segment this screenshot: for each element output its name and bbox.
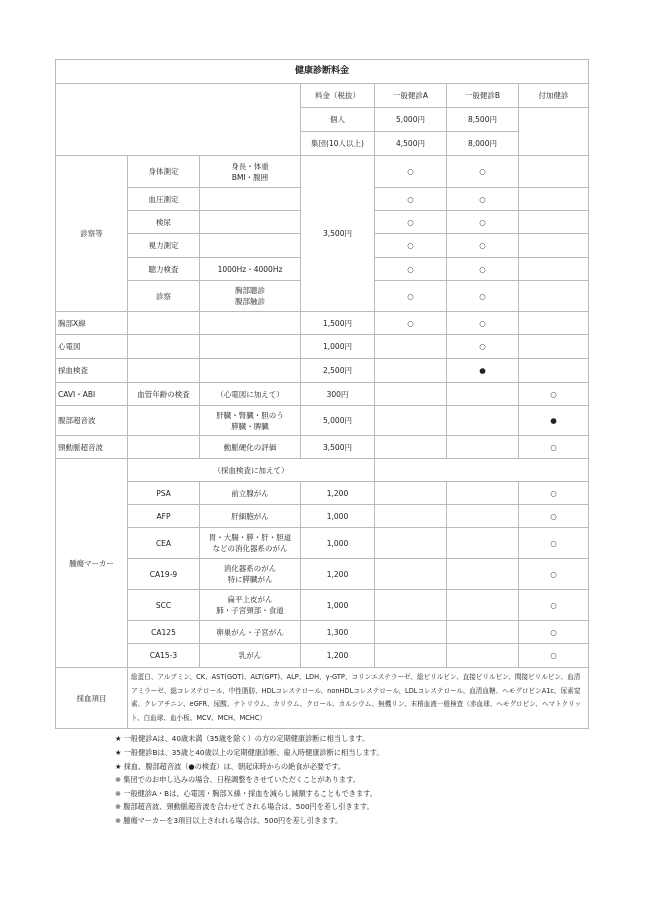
exam-mark-addon (519, 188, 589, 211)
exam-mark-a: ○ (375, 188, 447, 211)
exam-item-detail: 身長・体重 BMI・腹囲 (200, 156, 301, 188)
tumor-mark-a (375, 482, 447, 505)
test-detail (200, 359, 301, 383)
tumor-name: CEA (128, 528, 200, 559)
header-blank (56, 84, 301, 156)
test-mark-addon: ● (519, 406, 589, 436)
tumor-row (56, 590, 589, 621)
exam-mark-a: ○ (375, 234, 447, 258)
test-mark-b (447, 436, 519, 459)
tumor-mark-b (447, 590, 519, 621)
note-line: ※ 腹部超音波、頸動脈超音波を合わせてされる場合は、500円を差し引きます。 (115, 802, 374, 812)
tumor-price: 1,000 (301, 528, 375, 559)
exam-mark-addon (519, 156, 589, 188)
exam-mark-a: ○ (375, 258, 447, 281)
exam-item-detail: 胸部聴診 腹部触診 (200, 281, 301, 312)
tumor-name: AFP (128, 505, 200, 528)
tumor-mark-a (375, 644, 447, 668)
test-name: CAVI・ABI (56, 383, 128, 406)
exam-item-detail (200, 188, 301, 211)
test-mark-b: ● (447, 359, 519, 383)
exam-mark-addon (519, 258, 589, 281)
test-row (56, 436, 589, 459)
header-plan-a: 一般健診A (375, 84, 447, 108)
tumor-mark-addon: ○ (519, 590, 589, 621)
tumor-mark-addon: ○ (519, 559, 589, 590)
exam-mark-a: ○ (375, 156, 447, 188)
blood-label: 採血項目 (56, 668, 128, 729)
test-detail: 肝臓・腎臓・胆のう 膵臓・脾臓 (200, 406, 301, 436)
pricing-group-a: 4,500円 (375, 132, 447, 156)
pricing-individual-b: 8,500円 (447, 108, 519, 132)
exam-item-name: 血圧測定 (128, 188, 200, 211)
tumor-row (56, 621, 589, 644)
table-title: 健康診断料金 (56, 60, 589, 84)
exam-item-detail: 1000Hz・4000Hz (200, 258, 301, 281)
note-line: ★ 一般健診Bは、35歳と40歳以上の定期健康診断、雇入時健康診断に相当します。 (115, 747, 384, 757)
test-mark-a (375, 436, 447, 459)
test-sub (128, 406, 200, 436)
tumor-mark-b (447, 528, 519, 559)
tumor-mark-addon: ○ (519, 482, 589, 505)
tumor-name: CA15-3 (128, 644, 200, 668)
exam-mark-a: ○ (375, 281, 447, 312)
exam-mark-b: ○ (447, 234, 519, 258)
tumor-mark-addon: ○ (519, 621, 589, 644)
test-detail: （心電図に加えて） (200, 383, 301, 406)
test-name: 頸動脈超音波 (56, 436, 128, 459)
test-row (56, 359, 589, 383)
notes (55, 732, 588, 827)
test-price: 3,500円 (301, 436, 375, 459)
tumor-mark-b (447, 482, 519, 505)
tumor-mark-addon: ○ (519, 528, 589, 559)
pricing-group-b: 8,000円 (447, 132, 519, 156)
note-line: ※ 一般健診A・Bは、心電図・胸部Ｘ線・採血を減らし減額することもできます。 (115, 788, 377, 798)
tumor-detail: 乳がん (200, 644, 301, 668)
test-price: 2,500円 (301, 359, 375, 383)
test-row (56, 312, 589, 335)
test-name: 胸部X線 (56, 312, 128, 335)
test-mark-b (447, 383, 519, 406)
tumor-price: 1,000 (301, 505, 375, 528)
test-mark-addon (519, 335, 589, 359)
tumor-mark-a (375, 528, 447, 559)
pricing-group-label: 集団(10人以上) (301, 132, 375, 156)
tumor-mark-addon: ○ (519, 644, 589, 668)
test-mark-b: ○ (447, 335, 519, 359)
test-sub (128, 335, 200, 359)
pricing-individual-a: 5,000円 (375, 108, 447, 132)
tumor-name: CA19-9 (128, 559, 200, 590)
test-mark-b: ○ (447, 312, 519, 335)
test-name: 腹部超音波 (56, 406, 128, 436)
exam-item-name: 視力測定 (128, 234, 200, 258)
tumor-note-row (56, 459, 589, 482)
test-mark-addon: ○ (519, 383, 589, 406)
test-name: 心電図 (56, 335, 128, 359)
tumor-mark-a (375, 590, 447, 621)
tumor-mark-a (375, 621, 447, 644)
tumor-row (56, 528, 589, 559)
tumor-mark-b (447, 644, 519, 668)
test-detail: 動脈硬化の評価 (200, 436, 301, 459)
test-mark-a (375, 406, 447, 436)
test-mark-addon (519, 359, 589, 383)
tumor-price: 1,200 (301, 644, 375, 668)
test-sub: 血管年齢の検査 (128, 383, 200, 406)
tumor-price: 1,200 (301, 559, 375, 590)
fee-table (55, 59, 589, 729)
blood-items: 総蛋白、アルブミン、CK、AST(GOT)、ALT(GPT)、ALP、LDH、γ-GTP、コリンエステラーゼ、総ビリルビン、直接ビリルビン、間接ビリルビン、血清アミラーゼ、総コレステロール、中性脂肪、HDLコレステロール、nonHDLコレステロール、LDLコレステロール、血清血糖、ヘモグロビンA1c、尿素窒素、クレアチニン、eGFR、尿酸、ナトリウム、カリウム、クロール、カルシウム、無機リン、末梢血液一般検査（赤血球、ヘモグロビン、ヘマトクリット、白血球、血小板、MCV、MCH、MCHC） (128, 668, 589, 729)
exam-mark-b: ○ (447, 188, 519, 211)
exam-price: 3,500円 (301, 156, 375, 312)
exam-mark-b: ○ (447, 258, 519, 281)
tumor-name: CA125 (128, 621, 200, 644)
test-name: 採血検査 (56, 359, 128, 383)
exam-item-detail (200, 234, 301, 258)
exam-mark-addon (519, 211, 589, 234)
pricing-addon-blank (519, 108, 589, 156)
note-line: ※ 集団でのお申し込みの場合、日程調整をさせていただくことがあります。 (115, 775, 360, 785)
exam-mark-b: ○ (447, 156, 519, 188)
exam-mark-b: ○ (447, 211, 519, 234)
tumor-detail: 胃・大腸・膵・肝・胆道 などの消化器系のがん (200, 528, 301, 559)
test-mark-a (375, 359, 447, 383)
fee-sheet (55, 59, 588, 828)
tumor-mark-a (375, 559, 447, 590)
tumor-price: 1,200 (301, 482, 375, 505)
tumor-price: 1,000 (301, 590, 375, 621)
test-price: 1,000円 (301, 335, 375, 359)
tumor-detail: 扁平上皮がん 肺・子宮頸部・食道 (200, 590, 301, 621)
test-detail (200, 335, 301, 359)
tumor-detail: 前立腺がん (200, 482, 301, 505)
tumor-note-blank (375, 459, 589, 482)
header-addon: 付加健診 (519, 84, 589, 108)
tumor-note: （採血検査に加えて） (128, 459, 375, 482)
test-price: 1,500円 (301, 312, 375, 335)
exam-row (56, 156, 589, 188)
tumor-row (56, 559, 589, 590)
test-sub (128, 312, 200, 335)
pricing-individual-label: 個人 (301, 108, 375, 132)
test-sub (128, 359, 200, 383)
exam-item-name: 身体測定 (128, 156, 200, 188)
exam-mark-b: ○ (447, 281, 519, 312)
tumor-row (56, 482, 589, 505)
test-price: 300円 (301, 383, 375, 406)
test-mark-a (375, 335, 447, 359)
exam-item-name: 検尿 (128, 211, 200, 234)
exam-item-name: 聴力検査 (128, 258, 200, 281)
blood-row (56, 668, 589, 729)
note-line: ★ 一般健診Aは、40歳未満（35歳を除く）の方の定期健康診断に相当します。 (115, 734, 370, 744)
tumor-mark-addon: ○ (519, 505, 589, 528)
exam-item-name: 診察 (128, 281, 200, 312)
exam-mark-a: ○ (375, 211, 447, 234)
exam-item-detail (200, 211, 301, 234)
test-mark-b (447, 406, 519, 436)
tumor-name: SCC (128, 590, 200, 621)
tumor-row (56, 644, 589, 668)
test-sub (128, 436, 200, 459)
test-mark-addon (519, 312, 589, 335)
tumor-mark-b (447, 559, 519, 590)
tumor-mark-b (447, 505, 519, 528)
tumor-detail: 消化器系のがん 特に膵臓がん (200, 559, 301, 590)
tumor-detail: 肝細胞がん (200, 505, 301, 528)
header-price: 料金（税抜） (301, 84, 375, 108)
test-mark-a: ○ (375, 312, 447, 335)
test-mark-a (375, 383, 447, 406)
tumor-name: PSA (128, 482, 200, 505)
test-price: 5,000円 (301, 406, 375, 436)
header-plan-b: 一般健診B (447, 84, 519, 108)
test-row (56, 335, 589, 359)
tumor-price: 1,300 (301, 621, 375, 644)
exam-category: 診察等 (56, 156, 128, 312)
test-detail (200, 312, 301, 335)
tumor-detail: 卵巣がん・子宮がん (200, 621, 301, 644)
exam-mark-addon (519, 234, 589, 258)
test-row (56, 383, 589, 406)
tumor-category: 腫瘍マーカー (56, 459, 128, 668)
note-line: ★ 採血、腹部超音波（●の検査）は、朝起床時からの絶食が必要です。 (115, 761, 346, 771)
exam-mark-addon (519, 281, 589, 312)
tumor-mark-b (447, 621, 519, 644)
test-mark-addon: ○ (519, 436, 589, 459)
tumor-mark-a (375, 505, 447, 528)
test-row (56, 406, 589, 436)
note-line: ※ 腫瘍マーカーを3項目以上されれる場合は、500円を差し引きます。 (115, 815, 343, 825)
tumor-row (56, 505, 589, 528)
